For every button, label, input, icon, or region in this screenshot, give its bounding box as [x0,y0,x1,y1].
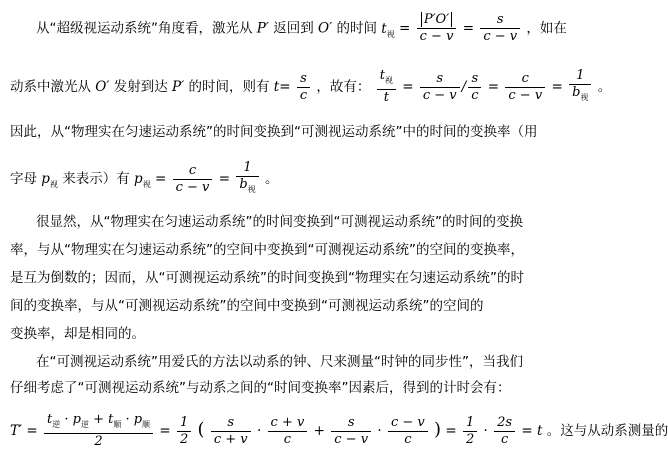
frac-2s-over-c: $\frac{2s}{c}$ [494,415,515,448]
paragraph-4-line-3: 是互为倒数的；因而，从“可测视运动系统”的时间变换到“物理实在匀速运动系统”的时 [10,270,524,286]
p1-pre: 从“超级视运动系统”角度看，激光从 [36,20,253,37]
frac-cminusv-over-c: $\frac{c - v}{c}$ [388,415,428,448]
p2-mid3: ，故有： [316,79,371,95]
final-equation-line: T′ = $\frac{t_逆 \cdot p_逆 + t_顺 \cdot p_顺}{2}$ = $\frac{1}{2}$ ( $\frac{s}{c + v}$ · $\frac{c + v}{c}$ + $\frac{s}{c - v}$ · $\frac{c - v}{c}$ ) = $\frac{1}{2}$ · $\frac{2s}{c}$ = t 。这与从动系测量的 [10,412,668,449]
frac-1-over-b-2: $\frac{1}{b_视}$ [236,160,258,198]
frac-s-over-cv-2: $\frac{s}{c - v}$ [420,71,460,104]
frac-cplusv-over-c: $\frac{c + v}{c}$ [268,415,308,448]
p3-line2-post: 。 [264,171,279,187]
paragraph-4-line-1: 很显然，从“物理实在匀速运动系统”的时间变换到“可测视运动系统”的时间的变换 [36,214,523,230]
p1-post: ，如在 [526,20,567,37]
paragraph-3-line-1: 因此，从“物理实在匀速运动系统”的时间变换到“可测视运动系统”中的时间的变换率（用 [10,124,538,140]
symbol-oprime: O′ [318,20,333,37]
frac-c-over-cv-2: $\frac{c}{c - v}$ [173,163,213,196]
symbol-pprime: P′ [256,20,269,37]
paragraph-4-line-2: 率，与从“物理实在匀速运动系统”的空间中变换到“可测视运动系统”的空间的变换率， [10,242,524,258]
symbol-tprime: T′ [10,423,23,439]
symbol-pprime-2: P′ [172,79,185,95]
p3-line2-pre: 字母 [10,171,37,187]
frac-half-2: $\frac{1}{2}$ [463,415,477,448]
frac-s-over-cminusv-3: $\frac{s}{c - v}$ [331,415,371,448]
paragraph-5-line-1: 在“可测视运动系统”用爱氏的方法以动系的钟、尺来测量“时钟的同步性”，当我们 [36,354,523,370]
p2-mid2: 的时间，则有 [188,79,270,95]
symbol-oprime-2: O′ [95,79,110,95]
p2-mid1: 发射到达 [113,79,168,95]
paragraph-2-line: 动系中激光从 O′ 发射到达 P′ 的时间，则有 t= $\frac{s}{c}$ ，故有： $\frac{t_视}{t}$ = $\frac{s}{c - v}$ / $\frac{s}{c}$ = $\frac{c}{c - v}$ = $\frac{1}{b_视}$ 。 [10,68,612,105]
p1-mid1: 返回到 [273,20,314,37]
frac-s-over-c-2: $\frac{s}{c}$ [468,71,481,104]
frac-s-over-cv: $\frac{s}{c - v}$ [480,12,520,45]
p6-post: 。这与从动系测量的 [546,423,668,439]
p2-post: 。 [597,79,612,95]
p1-mid2: 的时间 [336,20,377,37]
frac-main: $\frac{t_逆 \cdot p_逆 + t_顺 \cdot p_顺}{2}$ [44,412,153,450]
frac-half-1: $\frac{1}{2}$ [177,415,191,448]
paragraph-1-line: 从“超级视运动系统”角度看，激光从 P′ 返回到 O′ 的时间 $t_视$ = $\frac{P'O'}{c - v}$ = $\frac{s}{c - v}$ ，如在 [36,12,567,44]
frac-c-over-cv: $\frac{c}{c - v}$ [505,71,545,104]
paragraph-3-line-2: 字母 $p_视$ 来表示）有 $p_视$ = $\frac{c}{c - v}$ = $\frac{1}{b_视}$ 。 [10,160,585,198]
paragraph-5-line-2: 仔细考虑了“可测视运动系统”与动系之间的“时间变换率”因素后，得到的计时会有： [10,380,511,396]
frac-s-over-cplusv: $\frac{s}{c + v}$ [211,415,251,448]
paragraph-4-line-5: 变换率，却是相同的。 [10,326,145,342]
paragraph-4-line-4: 间的变换率，与从“可测视运动系统”的空间中变换到“可测视运动系统”的空间的 [10,298,484,314]
p2-pre: 动系中激光从 [10,79,91,95]
frac-po-over-cv: $\frac{P'O'}{c - v}$ [417,12,457,45]
frac-s-over-c: $\frac{s}{c}$ [297,71,310,104]
p3-line2-mid: 来表示）有 [62,171,130,187]
frac-1-over-b: $\frac{1}{b_视}$ [569,68,591,106]
t-shi: $t_视$ [381,20,395,39]
frac-tshi-over-t: $\frac{t_视}{t}$ [377,68,396,106]
